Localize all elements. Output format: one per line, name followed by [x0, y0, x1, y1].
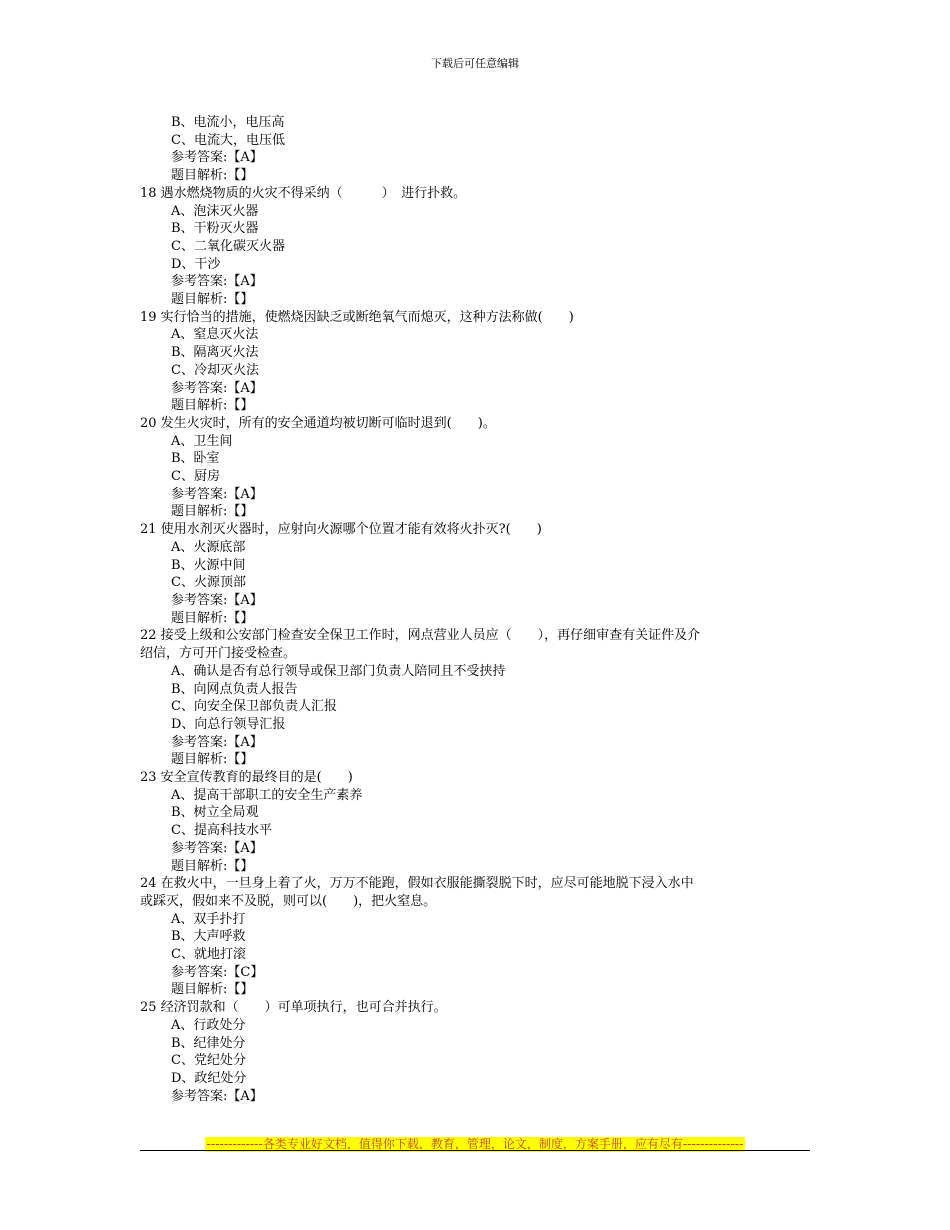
answer-text: 参考答案:【A】: [171, 592, 263, 608]
option-text: D、政纪处分: [171, 1070, 247, 1086]
answer-text: 题目解析:【】: [171, 168, 254, 184]
question-text: 20 发生火灾时，所有的安全通道均被切断可临时退到( )。: [140, 415, 496, 431]
option-text: B、纪律处分: [171, 1035, 246, 1051]
option-text: B、火源中间: [171, 557, 246, 573]
option-text: A、确认是否有总行领导或保卫部门负责人陪同且不受挟持: [171, 663, 506, 679]
option-text: C、提高科技水平: [171, 823, 272, 839]
answer-text: 题目解析:【】: [171, 292, 254, 308]
question-text: 19 实行恰当的措施，使燃烧因缺乏或断绝氧气而熄灭，这种方法称做( ): [140, 309, 574, 325]
question-text: 23 安全宣传教育的最终目的是( ): [140, 770, 353, 786]
option-text: A、提高干部职工的安全生产素养: [171, 787, 363, 803]
answer-text: 参考答案:【A】: [171, 486, 263, 502]
option-text: C、电流大，电压低: [171, 132, 285, 148]
footer-banner: -------------各类专业好文档，值得你下载，教育，管理，论文，制度，方案手册，应有尽有--------------: [206, 1137, 744, 1151]
option-text: C、厨房: [171, 469, 220, 485]
answer-text: 参考答案:【A】: [171, 274, 263, 290]
question-text: 21 使用水剂灭火器时，应射向火源哪个位置才能有效将火扑灭?( ): [140, 522, 542, 538]
answer-text: 题目解析:【】: [171, 398, 254, 414]
option-text: C、就地打滚: [171, 947, 246, 963]
option-text: D、干沙: [171, 256, 221, 272]
option-text: D、向总行领导汇报: [171, 716, 286, 732]
answer-text: 题目解析:【】: [171, 982, 254, 998]
question-text: 25 经济罚款和（ ）可单项执行，也可合并执行。: [140, 1000, 447, 1016]
option-text: C、二氧化碳灭火器: [171, 238, 285, 254]
option-text: A、行政处分: [171, 1017, 246, 1033]
option-text: A、窒息灭火法: [171, 327, 259, 343]
option-text: C、党纪处分: [171, 1053, 246, 1069]
answer-text: 参考答案:【A】: [171, 380, 263, 396]
page-header: 下载后可任意编辑: [431, 57, 519, 70]
option-text: B、隔离灭火法: [171, 345, 259, 361]
answer-text: 参考答案:【C】: [171, 964, 264, 980]
option-text: A、泡沫灭火器: [171, 203, 259, 219]
option-text: C、冷却灭火法: [171, 362, 259, 378]
answer-text: 题目解析:【】: [171, 504, 254, 520]
question-text: 或踩灭，假如来不及脱，则可以( )，把火窒息。: [140, 893, 437, 909]
question-list: [140, 114, 820, 1105]
option-text: A、双手扑打: [171, 911, 246, 927]
option-text: C、向安全保卫部负责人汇报: [171, 699, 337, 715]
option-text: B、卧室: [171, 451, 220, 467]
answer-text: 参考答案:【A】: [171, 734, 263, 750]
option-text: B、树立全局观: [171, 805, 259, 821]
question-text: 22 接受上级和公安部门检查安全保卫工作时，网点营业人员应（ ），再仔细审查有关证件及介: [140, 628, 701, 644]
answer-text: 题目解析:【】: [171, 858, 254, 874]
option-text: B、大声呼救: [171, 929, 246, 945]
question-text: 24 在救火中，一旦身上着了火，万万不能跑，假如衣服能撕裂脱下时，应尽可能地脱下浸入水中: [140, 876, 694, 892]
answer-text: 参考答案:【A】: [171, 150, 263, 166]
option-text: A、火源底部: [171, 539, 246, 555]
answer-text: 题目解析:【】: [171, 752, 254, 768]
option-text: B、电流小，电压高: [171, 115, 285, 130]
question-text: 18 遇水燃烧物质的火灾不得采纳（ ） 进行扑救。: [140, 185, 467, 201]
option-text: B、干粉灭火器: [171, 221, 259, 237]
answer-text: 题目解析:【】: [171, 610, 254, 626]
question-text: 绍信，方可开门接受检查。: [140, 646, 297, 662]
option-text: A、卫生间: [171, 433, 233, 449]
option-text: B、向网点负责人报告: [171, 681, 298, 697]
answer-text: 参考答案:【A】: [171, 840, 263, 856]
option-text: C、火源顶部: [171, 575, 246, 591]
answer-text: 参考答案:【A】: [171, 1088, 263, 1104]
footer-rule: [140, 1150, 810, 1151]
